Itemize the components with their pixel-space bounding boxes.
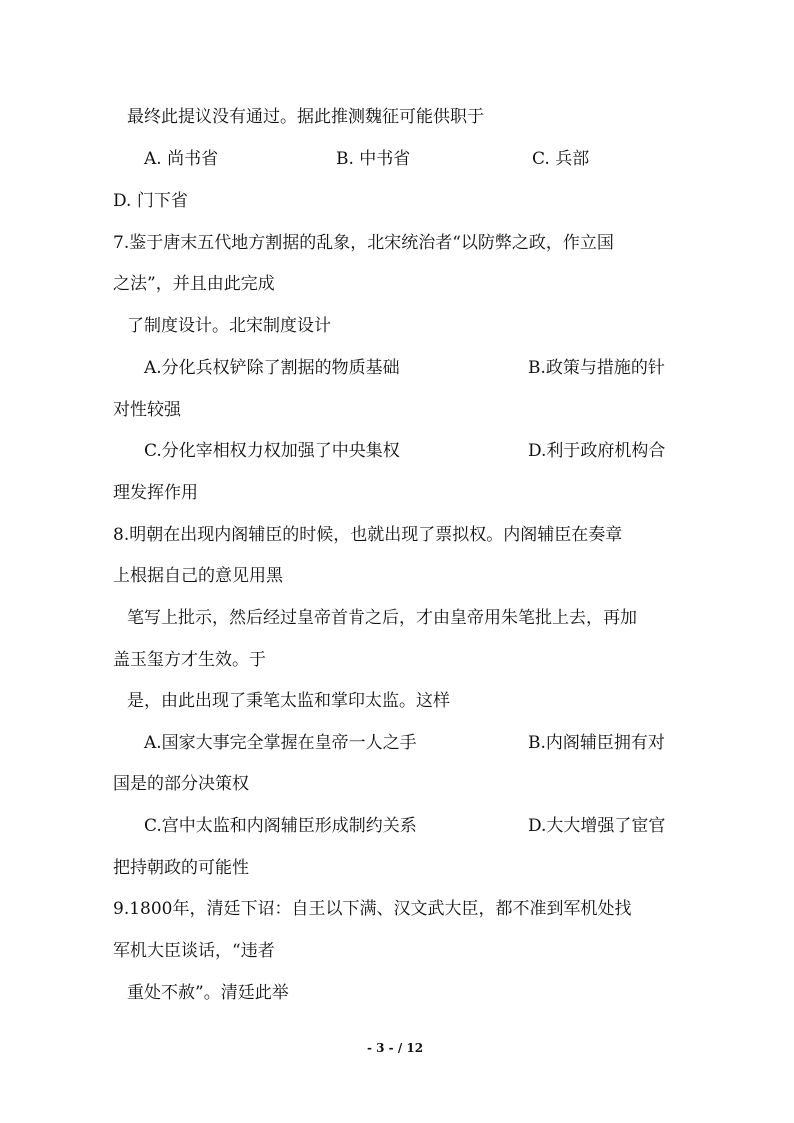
option-c: C.宫中太监和内阁辅臣形成制约关系 <box>144 816 417 836</box>
option-d: D.大大增强了宦官 <box>528 816 666 836</box>
question-stem: 笔写上批示，然后经过皇帝首肯之后，才由皇帝用朱笔批上去，再加 <box>127 608 637 628</box>
option-c: C.分化宰相权力权加强了中央集权 <box>144 441 400 461</box>
question-stem: 是，由此出现了秉笔太监和掌印太监。这样 <box>127 691 450 711</box>
option-b: B.内阁辅臣拥有对 <box>528 733 665 753</box>
question-stem: 重处不赦”。清廷此举 <box>127 983 289 1003</box>
option-b-continued: 国是的部分决策权 <box>113 774 249 794</box>
option-b: B. 中书省 <box>336 149 411 169</box>
question-stem: 盖玉玺方才生效。于 <box>113 650 266 670</box>
option-b: B.政策与措施的针 <box>528 358 665 378</box>
page-number: - 3 - / 12 <box>367 1041 424 1055</box>
question-stem: 军机大臣谈话，“违者 <box>113 941 275 961</box>
option-a: A.分化兵权铲除了割据的物质基础 <box>144 358 400 378</box>
question-stem: 7.鉴于唐末五代地方割据的乱象，北宋统治者“以防弊之政，作立国 <box>113 233 614 253</box>
option-c: C. 兵部 <box>532 149 590 169</box>
question-stem: 9.1800年，清廷下诏：自王以下满、汉文武大臣，都不准到军机处找 <box>113 899 632 919</box>
option-d-continued: 把持朝政的可能性 <box>113 858 249 878</box>
option-b-continued: 对性较强 <box>113 400 181 420</box>
option-d: D.利于政府机构合 <box>528 441 666 461</box>
question-stem: 之法”，并且由此完成 <box>113 274 275 294</box>
question-stem: 了制度设计。北宋制度设计 <box>127 316 331 336</box>
option-a: A. 尚书省 <box>144 149 219 169</box>
option-d: D. 门下省 <box>113 191 188 211</box>
question-stem: 最终此提议没有通过。据此推测魏征可能供职于 <box>127 107 484 127</box>
option-d-continued: 理发挥作用 <box>113 483 198 503</box>
question-stem: 上根据自己的意见用黑 <box>113 566 283 586</box>
question-stem: 8.明朝在出现内阁辅臣的时候，也就出现了票拟权。内阁辅臣在奏章 <box>113 525 623 545</box>
option-a: A.国家大事完全掌握在皇帝一人之手 <box>144 733 417 753</box>
